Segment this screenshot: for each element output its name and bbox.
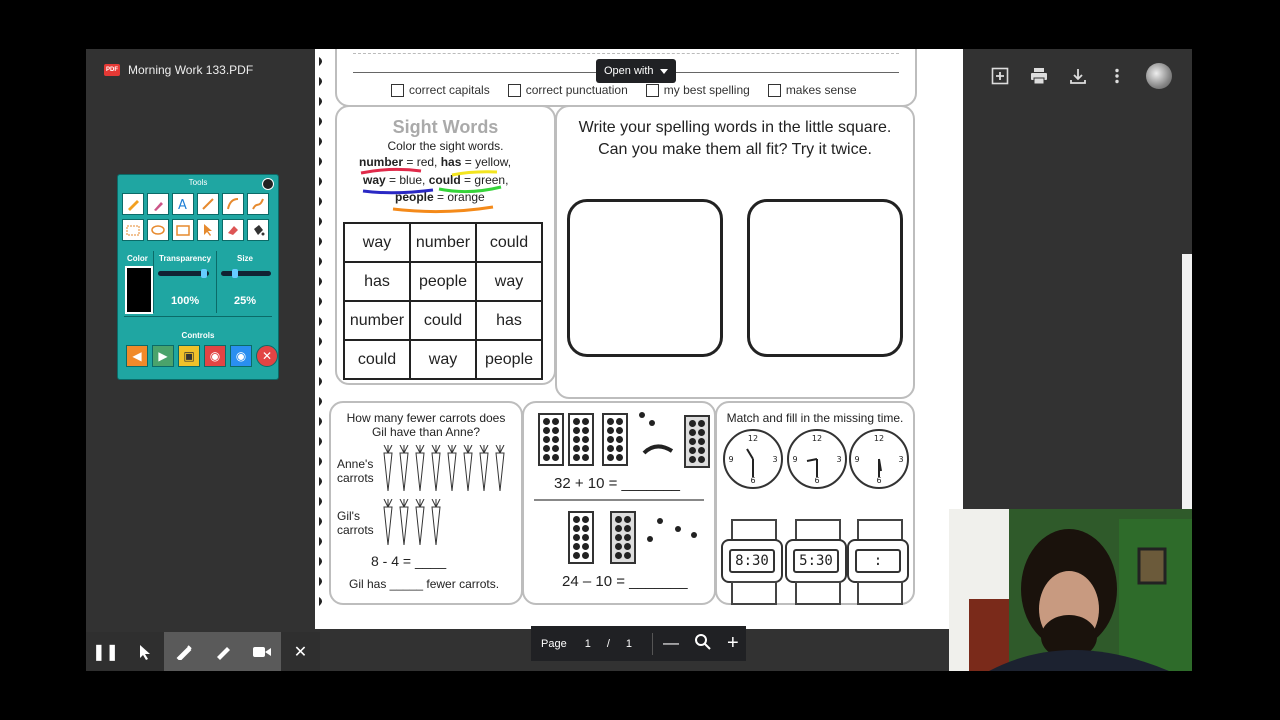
ellipse-icon[interactable] [147,219,169,241]
carrot-icon [413,445,427,493]
checkbox[interactable] [768,84,781,97]
spelling-squares-section [555,105,915,399]
ten-frame [568,413,594,466]
controls-label: Controls [181,331,215,340]
zoom-out-icon[interactable]: — [663,634,680,652]
pause-icon[interactable]: ❚❚ [86,632,125,671]
carrot-answer-line: Gil has _____ fewer carrots. [349,577,500,591]
addition-equation: 32 + 10 = _______ [554,475,680,492]
grid-cell[interactable]: people [476,340,542,379]
ten-frame [684,415,710,468]
size-slider-knob[interactable] [232,269,238,278]
size-label: Size [237,254,254,263]
digital-watch [785,519,847,601]
pdf-file-icon: PDF [104,64,120,76]
grid-cell[interactable]: has [344,262,410,301]
scatter-dots [644,513,704,553]
ten-frame [602,413,628,466]
carrot-icon [381,499,395,547]
transparency-slider[interactable] [158,271,209,276]
more-vert-icon[interactable] [1107,66,1127,86]
watch-display: : [855,549,901,573]
carrot-icon [429,499,443,547]
grid-cell[interactable]: number [410,223,476,262]
grid-cell[interactable]: people [410,262,476,301]
clock-face [849,429,909,489]
svg-text:A: A [178,198,187,211]
color-label: Color [127,254,148,263]
size-slider[interactable] [221,271,271,276]
sight-word-grid [343,222,543,380]
clock-numeral: 3 [772,455,778,464]
close-icon[interactable]: ✕ [281,632,320,671]
transparency-label: Transparency [159,254,212,263]
filled-rect-icon[interactable] [172,219,194,241]
page-control-bar [531,626,746,661]
clock-numeral: 9 [728,455,734,464]
annotation-toolbox[interactable] [117,174,279,380]
eraser-icon[interactable] [222,219,244,241]
clock-numeral: 6 [750,476,756,485]
tens-section [522,401,716,605]
sight-words-section [335,105,556,385]
webcam-overlay [949,509,1192,671]
line-icon[interactable] [197,193,219,215]
tool-grid [122,193,267,241]
camera-icon[interactable] [242,632,281,671]
highlighter-icon[interactable] [203,632,242,671]
grid-cell[interactable]: could [410,301,476,340]
grid-cell[interactable]: number [344,301,410,340]
controls-row [126,345,278,367]
download-icon[interactable] [1068,66,1088,86]
clock-numeral: 12 [811,434,823,443]
writing-checklist [391,83,857,97]
carrot-icon [381,445,395,493]
subtraction-equation-tens: 24 – 10 = _______ [562,573,688,590]
sight-words-title: Sight Words [392,117,499,137]
page-total: 1 [625,637,633,650]
account-avatar[interactable] [1146,63,1172,89]
page-separator: / [606,637,610,650]
grid-cell[interactable]: way [476,262,542,301]
spelling-square-1[interactable] [567,199,723,357]
watch-display: 8:30 [729,549,775,573]
clock-numeral: 6 [814,476,820,485]
time-section [715,401,915,605]
zoom-icon[interactable] [695,634,711,653]
carrot-icon [461,445,475,493]
camera-icon[interactable]: ◉ [204,345,226,367]
check-label: correct punctuation [525,83,628,97]
gil-carrots [381,499,443,547]
check-item[interactable] [646,83,750,97]
fill-bucket-icon[interactable] [247,219,269,241]
spiral-binding [317,49,327,629]
redo-icon[interactable]: ▶ [152,345,174,367]
ten-frame [568,511,594,564]
anne-label: Anne's carrots [337,457,374,485]
anne-carrots [381,445,507,493]
toolbox-close-icon[interactable] [262,178,274,190]
grid-cell[interactable]: way [344,223,410,262]
check-label: correct capitals [409,83,490,97]
carrot-icon [445,445,459,493]
carrot-icon [493,445,507,493]
clock-numeral: 9 [792,455,798,464]
clock-numeral: 3 [836,455,842,464]
grid-cell[interactable]: could [344,340,410,379]
ten-frame [610,511,636,564]
digital-watch [721,519,783,601]
checkbox[interactable] [391,84,404,97]
carrots-section [329,401,523,605]
carrot-icon [397,499,411,547]
color-key-line-1: number = red, has = yellow, [359,155,512,169]
eye-icon[interactable]: ◉ [230,345,252,367]
viewer-actions [990,63,1172,89]
grid-cell[interactable]: has [476,301,542,340]
time-instructions: Match and fill in the missing time. [726,411,904,425]
page-label: Page [541,637,567,650]
toolbox-title: Tools [188,178,208,187]
gil-label: Gil's carrots [337,509,374,537]
clock-numeral: 12 [747,434,759,443]
file-name: Morning Work 133.PDF [128,63,254,77]
ten-frame [538,413,564,466]
carrot-icon [429,445,443,493]
grid-cell[interactable]: way [410,340,476,379]
freehand-icon[interactable] [247,193,269,215]
checkbox[interactable] [508,84,521,97]
text-icon[interactable] [172,193,194,215]
curve-icon[interactable] [222,193,244,215]
rectangle-icon[interactable] [122,219,144,241]
open-with-button[interactable] [596,59,676,83]
close-icon[interactable]: ✕ [256,345,278,367]
zoom-in-icon[interactable]: + [727,632,739,654]
digital-watch [847,519,909,601]
undo-icon[interactable]: ◀ [126,345,148,367]
spelling-square-2[interactable] [747,199,903,357]
clock-face [723,429,783,489]
recorder-toolbar [86,632,320,671]
color-key-line-2: way = blue, could = green, [363,173,509,187]
transparency-slider-knob[interactable] [201,269,207,278]
clock-numeral: 3 [898,455,904,464]
check-label: my best spelling [663,83,750,97]
spelling-instructions: Write your spelling words in the little square. Can you make them all fit? Try it twice. [578,119,892,158]
check-item[interactable] [768,83,857,97]
open-with-label: Open with [604,65,654,77]
add-to-drive-icon[interactable] [990,66,1010,86]
print-icon[interactable] [1029,66,1049,86]
pen-icon[interactable] [164,632,203,671]
pointer-icon[interactable] [197,219,219,241]
chevron-down-icon [660,69,668,74]
subtraction-equation: 8 - 4 = ____ [371,553,447,569]
pdf-page [315,49,963,629]
color-swatch[interactable] [125,266,153,314]
eyedropper-icon[interactable] [147,193,169,215]
checkbox[interactable] [646,84,659,97]
file-title [104,63,253,77]
clock-numeral: 9 [854,455,860,464]
clock-numeral: 6 [876,476,882,485]
trash-icon[interactable]: ▣ [178,345,200,367]
page-current[interactable]: 1 [584,637,591,650]
pencil-icon[interactable] [122,193,144,215]
carrot-icon [477,445,491,493]
arrow-icon [634,411,674,461]
carrot-question: How many fewer carrots does Gil have than Anne? [346,411,506,439]
size-value: 25% [234,295,257,307]
scrollbar[interactable] [1182,254,1192,514]
check-label: makes sense [785,83,857,97]
clock-numeral: 12 [873,434,885,443]
clock-face [787,429,847,489]
check-item[interactable] [508,83,628,97]
pointer-icon[interactable] [125,632,164,671]
color-key-line-3: people = orange [395,190,485,204]
sight-words-instructions: Color the sight words. [387,139,504,153]
color-scribbles [357,167,537,217]
transparency-value: 100% [171,295,200,307]
watch-display: 5:30 [793,549,839,573]
webcam-feed [949,509,1192,671]
check-item[interactable] [391,83,490,97]
carrot-icon [413,499,427,547]
grid-cell[interactable]: could [476,223,542,262]
carrot-icon [397,445,411,493]
